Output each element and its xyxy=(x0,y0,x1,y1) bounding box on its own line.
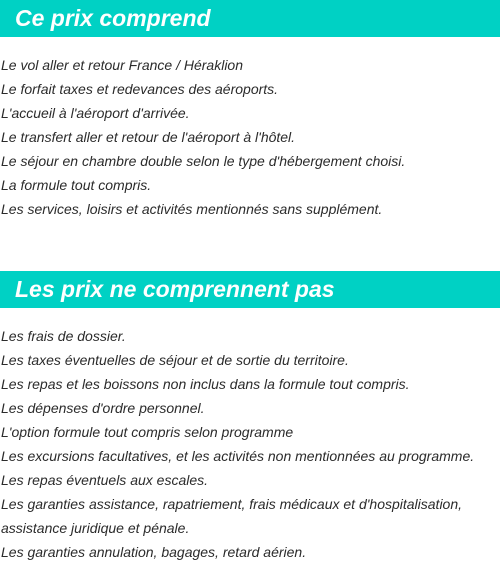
list-item: Les services, loisirs et activités mentionnés sans supplément. xyxy=(1,201,383,217)
list-item: Les repas et les boissons non inclus dans la formule tout compris. xyxy=(1,376,410,392)
list-item: Le séjour en chambre double selon le type d'hébergement choisi. xyxy=(1,153,406,169)
list-item: L'accueil à l'aéroport d'arrivée. xyxy=(1,105,190,121)
list-item: Les garanties assistance, rapatriement, frais médicaux et d'hospitalisation, xyxy=(1,496,463,512)
list-item: Le vol aller et retour France / Héraklion xyxy=(1,57,243,73)
list-item: Les garanties annulation, bagages, retard aérien. xyxy=(1,544,307,560)
list-item: Les dépenses d'ordre personnel. xyxy=(1,400,205,416)
excludes-section-title: Les prix ne comprennent pas xyxy=(0,271,500,308)
excludes-list xyxy=(0,324,500,564)
list-item: assistance juridique et pénale. xyxy=(1,520,190,536)
list-item: Les taxes éventuelles de séjour et de sortie du territoire. xyxy=(1,352,349,368)
list-item: La formule tout compris. xyxy=(1,177,152,193)
list-item: L'option formule tout compris selon programme xyxy=(1,424,294,440)
list-item: Le transfert aller et retour de l'aéroport à l'hôtel. xyxy=(1,129,296,145)
list-item: Le forfait taxes et redevances des aéroports. xyxy=(1,81,279,97)
list-item: Les repas éventuels aux escales. xyxy=(1,472,209,488)
list-item: Les frais de dossier. xyxy=(1,328,126,344)
includes-list xyxy=(0,53,500,221)
includes-section-title: Ce prix comprend xyxy=(0,0,500,37)
list-item: Les excursions facultatives, et les activités non mentionnées au programme. xyxy=(1,448,475,464)
